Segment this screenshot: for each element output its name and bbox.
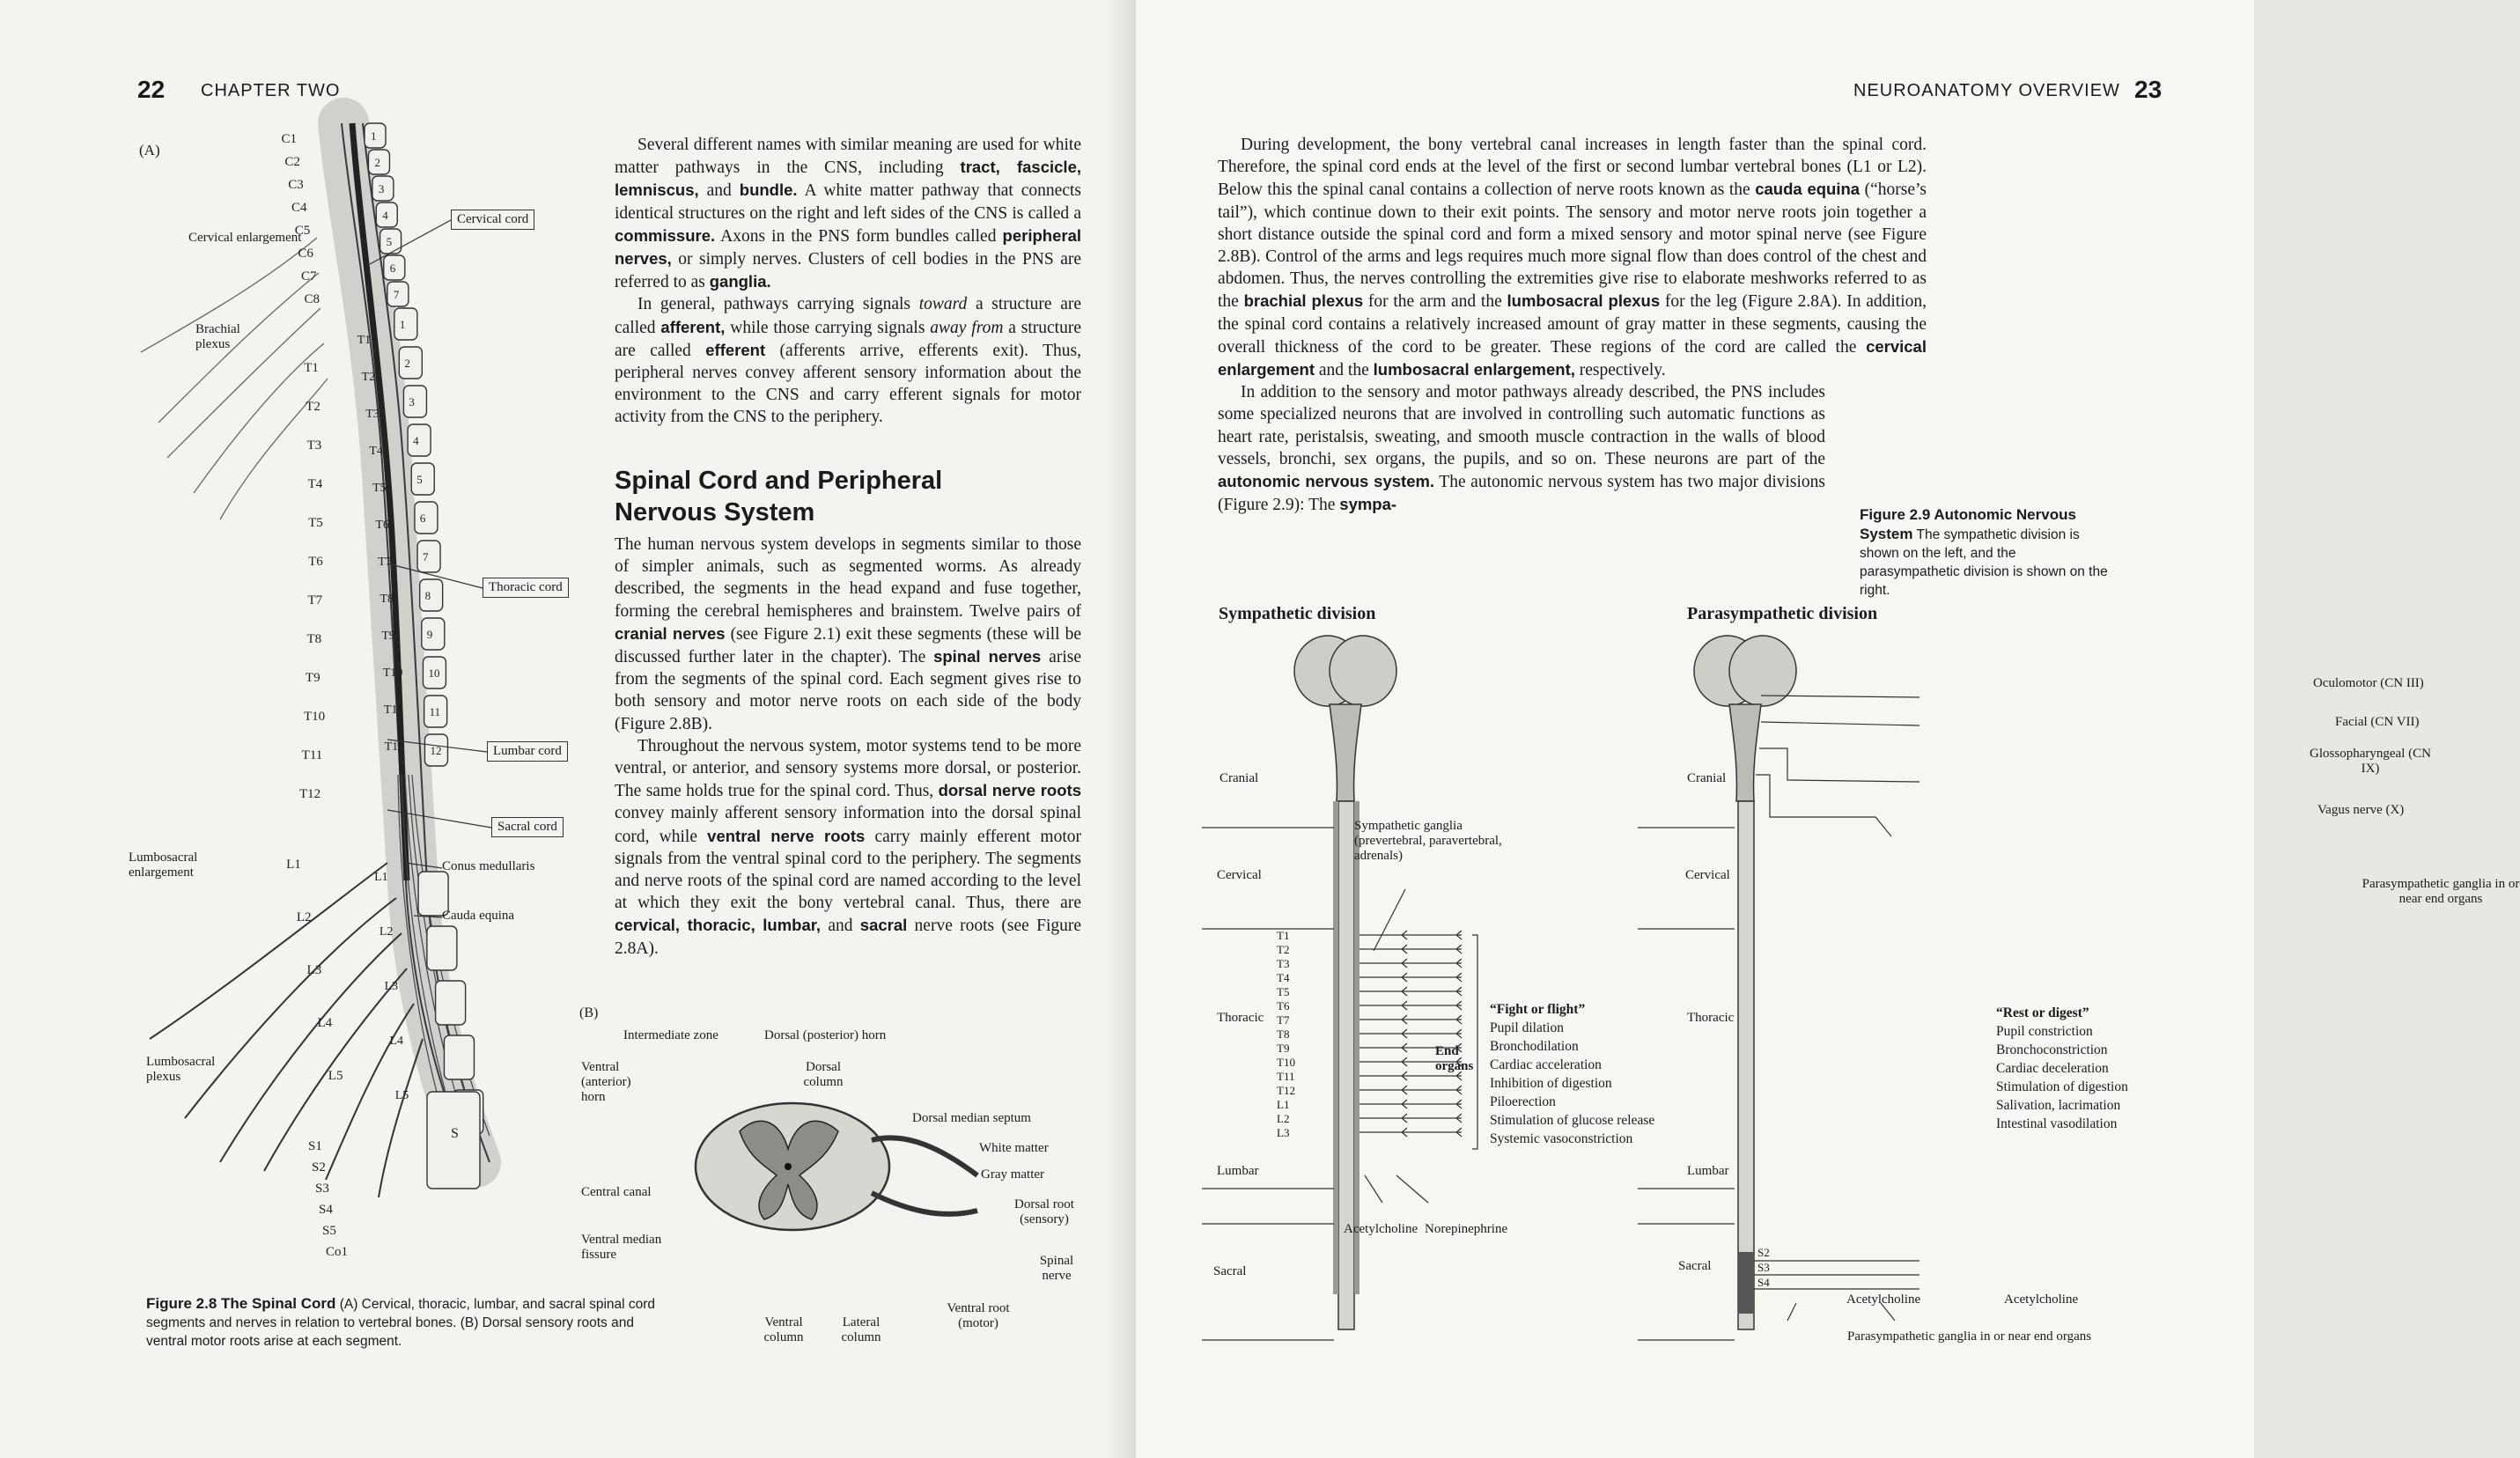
- label-cervical-enlargement: Cervical enlargement: [188, 231, 302, 245]
- outflow-line: [1359, 1029, 1462, 1038]
- chain-right: [1354, 801, 1359, 1294]
- inner-segment-label-l4: L4: [389, 1035, 404, 1048]
- region-thoracic: Thoracic: [1217, 1011, 1264, 1025]
- list-title: “Fight or flight”: [1490, 1002, 1586, 1017]
- paragraph: In addition to the sensory and motor pathways already described, the PNS includes some specialized neurons that are involved in controlling such automatic functions as heart rate, peristalsis, sweating, and smooth muscle contraction in the walls of blood vessels, bronchi, sex organs, the pupils, and so on. These neurons are part of the autonomic nervous system. The autonomic nervous system has two major divisions (Figure 2.9): The sympa-: [1218, 383, 1825, 515]
- label-sympathetic-ganglia: Sympathetic ganglia (prevertebral, paravertebral, adrenals): [1354, 819, 1502, 863]
- parasympathetic-title: Parasympathetic division: [1687, 604, 1878, 623]
- segment-label-l5: L5: [328, 1069, 343, 1083]
- vertebra-number: 9: [426, 628, 433, 641]
- segment-label-t5: T5: [308, 516, 323, 530]
- brain-right-hemisphere: [1330, 636, 1396, 706]
- leader-lines-a: [370, 211, 546, 1004]
- brainstem-shape: [1330, 704, 1361, 801]
- region-cervical: Cervical: [1685, 868, 1730, 882]
- label-acetylcholine-2: Acetylcholine: [2004, 1292, 2079, 1307]
- figure-2-9-caption: [1860, 505, 2115, 600]
- label-acetylcholine-1: Acetylcholine: [1846, 1292, 1921, 1307]
- box-sacral-cord: Sacral cord: [491, 817, 564, 837]
- inner-segment-label-t9: T9: [381, 630, 395, 643]
- vertebra-number: 1: [371, 129, 377, 143]
- segment-label-s5: S5: [322, 1224, 336, 1238]
- segment-label-l1: L1: [286, 858, 301, 872]
- segment-label-s2: S2: [312, 1160, 326, 1174]
- nerve-oculomotor: Oculomotor (CN III): [2313, 676, 2424, 690]
- level-t12: T12: [1277, 1084, 1295, 1097]
- vertebra-number: 7: [423, 550, 429, 563]
- label-ventral-median-fissure: Ventral median fissure: [581, 1233, 662, 1262]
- outflow-line: [1359, 1001, 1462, 1010]
- rest-or-digest-list: [1996, 1004, 2128, 1133]
- outflow-line: [1359, 973, 1462, 982]
- segment-label-co1: Co1: [326, 1245, 349, 1259]
- region-cranial: Cranial: [1219, 771, 1259, 785]
- ganglia-leader: [1374, 889, 1405, 951]
- label-dorsal-column: Dorsal column: [803, 1060, 844, 1089]
- label-ventral-column: Ventral column: [763, 1315, 804, 1344]
- inner-segment-label-l5: L5: [394, 1089, 409, 1102]
- right-page: [1136, 0, 2520, 1458]
- nerve-facial: Facial (CN VII): [2335, 715, 2420, 729]
- label-lumbosacral-enlargement: Lumbosacral enlargement: [129, 850, 198, 880]
- level-t2: T2: [1277, 943, 1290, 956]
- list-items: [1490, 1019, 1654, 1148]
- list-item: Pupil dilation: [1490, 1020, 1564, 1035]
- region-cranial: Cranial: [1687, 771, 1727, 785]
- inner-segment-label-t11: T11: [383, 703, 403, 717]
- paragraph: Throughout the nervous system, motor systems tend to be more ventral, or anterior, and sensory systems more dorsal, or posterior. The same holds true for the spinal cord. Thus, dorsal nerve roots convey mainly afferent sensory information into the dorsal spinal cord, while ventral nerve roots carry mainly efferent motor signals from the ventral spinal cord to the periphery. The segments and nerve roots of the spinal cord are named according to the level at which they exit the bony vertebral canal. Thus, there are cervical, thoracic, lumbar, and sacral nerve roots (see Figure 2.8A).: [615, 736, 1082, 958]
- inner-segment-label-t7: T7: [378, 556, 392, 569]
- brainstem-shape: [1729, 704, 1761, 801]
- paragraph: During development, the bony vertebral canal increases in length faster than the spinal cord. Therefore, the spinal cord ends at the level of the first or second lumbar vertebral bones (L1 or L2). Below this the spinal canal contains a collection of nerve roots known as the cauda equina (“horse’s tail”), which continue down to their exit points. The sensory and motor nerve roots join together a short distance outside the spinal cord and form a mixed sensory and motor spinal nerve (see Figure 2.8B). Control of the arms and legs requires much more signal flow than does control of the chest and abdomen. Thus, the nerves controlling the extremities give rise to elaborate meshworks referred to as the brachial plexus for the arm and the lumbosacral plexus for the leg (Figure 2.8A). In addition, the spinal cord contains a relatively increased amount of gray matter in these segments, causing the overall thickness of the cord to be greater. These regions of the cord are called the cervical enlargement and the lumbosacral enlargement, respectively.: [1218, 136, 1927, 380]
- region-sacral: Sacral: [1678, 1259, 1712, 1273]
- outflow-line: [1359, 959, 1462, 968]
- inner-segment-label-l1: L1: [374, 871, 388, 884]
- segment-label-t10: T10: [303, 710, 326, 724]
- label-dorsal-median-septum: Dorsal median septum: [912, 1111, 1031, 1125]
- page-number: 23: [2134, 76, 2163, 103]
- vertebra-number: 8: [424, 589, 431, 602]
- label-intermediate-zone: Intermediate zone: [623, 1028, 718, 1042]
- label-ventral-horn: Ventral (anterior) horn: [581, 1060, 631, 1104]
- level-t9: T9: [1277, 1042, 1290, 1055]
- figure-2-8-caption: [146, 1294, 666, 1351]
- paragraph: Several different names with similar meaning are used for white matter pathways in the CNS, including tract, fascicle, lemniscus, and bundle. A white matter pathway that connects identical structures on the right and left sides of the CNS is called a commissure. Axons in the PNS form bundles called peripheral nerves, or simply nerves. Clusters of cell bodies in the PNS are referred to as ganglia.: [615, 136, 1081, 292]
- vertebra-number: 4: [413, 434, 419, 447]
- paragraph: The human nervous system develops in segments similar to those of simpler animals, such as segmented worms. As already described, the segments in the head expand and fuse together, forming the cerebral hemispheres and brainstem. Twelve pairs of cranial nerves (see Figure 2.1) exit these segments (these will be discussed further later in the chapter). The spinal nerves arise from the segments of the spinal cord. Each segment gives rise to both sensory and motor nerve roots on each side of the body (Figure 2.8B).: [615, 535, 1081, 733]
- vertebra-number: 11: [429, 705, 441, 718]
- list-title: “Rest or digest”: [1996, 1005, 2089, 1020]
- level-t5: T5: [1277, 985, 1290, 998]
- panel-label-b: (B): [579, 1005, 599, 1020]
- level-l2: L2: [1277, 1112, 1290, 1125]
- chain-left: [1333, 801, 1338, 1294]
- caption-text: The sympathetic division is shown on the left, and the parasympathetic division is shown on the right.: [1860, 527, 2108, 598]
- inner-segment-label-t8: T8: [379, 593, 394, 606]
- page-number: 22: [137, 76, 166, 103]
- sympathetic-diagram: [1197, 625, 1514, 1347]
- parasympathetic-diagram: [1664, 625, 1981, 1347]
- segment-label-c2: C2: [284, 155, 300, 169]
- outflow-line: [1359, 1086, 1462, 1094]
- list-item: Piloerection: [1490, 1094, 1556, 1109]
- inner-segment-label-l2: L2: [379, 925, 394, 939]
- list-items: [1996, 1022, 2128, 1133]
- sympathetic-title: Sympathetic division: [1219, 604, 1376, 623]
- region-cervical: Cervical: [1217, 868, 1262, 882]
- segment-label-t12: T12: [299, 787, 321, 801]
- level-t4: T4: [1277, 971, 1290, 984]
- sacral-nerve-lines: [1754, 1261, 1919, 1321]
- nerve-glossopharyngeal: Glossopharyngeal (CN IX): [2310, 747, 2431, 776]
- caption-label: Figure 2.9 Autonomic Nervous System: [1860, 506, 2076, 542]
- outflow-line: [1359, 1100, 1462, 1108]
- vertebra-number: 3: [409, 395, 415, 409]
- label-gray-matter: Gray matter: [981, 1167, 1045, 1182]
- right-text-column: [1218, 134, 1927, 516]
- level-t1: T1: [1277, 929, 1290, 942]
- segment-label-t1: T1: [304, 361, 319, 375]
- level-s2: S2: [1757, 1246, 1770, 1259]
- inner-segment-label-t2: T2: [361, 371, 376, 384]
- segment-label-s1: S1: [308, 1139, 322, 1153]
- norepinephrine-leader: [1396, 1175, 1428, 1203]
- caption-text: (A) Cervical, thoracic, lumbar, and sacral spinal cord segments and nerves in relation to vertebral bones. (B) Dorsal sensory roots and ventral motor roots arise at each segment.: [146, 1297, 656, 1349]
- label-white-matter: White matter: [979, 1141, 1049, 1155]
- level-s4: S4: [1757, 1276, 1770, 1289]
- segment-label-l3: L3: [306, 963, 322, 977]
- vertebra: [444, 1035, 474, 1079]
- ventral-root-shape: [872, 1193, 977, 1214]
- sacrum-label: S: [451, 1126, 459, 1141]
- inner-segment-label-t1: T1: [357, 334, 372, 347]
- segment-label-s3: S3: [315, 1182, 329, 1196]
- box-cervical-cord: Cervical cord: [451, 210, 534, 230]
- list-item: Bronchoconstriction: [1996, 1042, 2108, 1057]
- segment-label-t3: T3: [306, 438, 322, 453]
- spinal-cord-shape: [1338, 801, 1354, 1329]
- list-item: Intestinal vasodilation: [1996, 1116, 2118, 1131]
- level-l1: L1: [1277, 1098, 1290, 1111]
- list-item: Stimulation of glucose release: [1490, 1113, 1655, 1128]
- level-t3: T3: [1277, 957, 1290, 970]
- region-lumbar: Lumbar: [1687, 1164, 1729, 1178]
- inner-segment-label-t10: T10: [382, 666, 403, 680]
- inner-segment-label-t6: T6: [375, 519, 389, 532]
- label-ventral-root: Ventral root (motor): [947, 1301, 1010, 1330]
- segment-label-l2: L2: [296, 910, 312, 924]
- level-t8: T8: [1277, 1027, 1290, 1041]
- sympathetic-outflow-lines: [1359, 931, 1477, 1149]
- label-acetylcholine: Acetylcholine: [1344, 1222, 1418, 1236]
- brachial-plexus-nerves: [141, 238, 328, 519]
- segment-label-t6: T6: [308, 555, 323, 569]
- acetylcholine-leader: [1365, 1175, 1382, 1203]
- label-lumbosacral-plexus: Lumbosacral plexus: [146, 1055, 216, 1084]
- list-item: Bronchodilation: [1490, 1039, 1579, 1054]
- outflow-line: [1359, 987, 1462, 996]
- panel-label-a: (A): [139, 142, 160, 158]
- caption-label: Figure 2.8 The Spinal Cord: [146, 1295, 336, 1312]
- vertebra-number: 2: [404, 357, 410, 370]
- spinal-cord-shape: [1738, 801, 1754, 1329]
- segment-label-c5: C5: [294, 224, 311, 238]
- outflow-line: [1359, 931, 1462, 939]
- list-item: Pupil constriction: [1996, 1024, 2093, 1039]
- fight-or-flight-list: [1490, 1000, 1654, 1148]
- segment-label-c3: C3: [288, 178, 304, 192]
- cranial-nerve-lines: [1756, 696, 1919, 836]
- inner-segment-label-t3: T3: [365, 408, 379, 421]
- label-lateral-column: Lateral column: [841, 1315, 881, 1344]
- list-item: Cardiac acceleration: [1490, 1057, 1602, 1072]
- vertebra-number: 5: [386, 235, 393, 248]
- vertebra-number: 1: [399, 318, 406, 331]
- central-canal-dot: [785, 1163, 792, 1170]
- segment-label-c6: C6: [298, 247, 313, 261]
- left-page: [0, 0, 1136, 1458]
- label-end-organs: End organs: [1435, 1044, 1474, 1073]
- segment-label-t2: T2: [306, 400, 321, 414]
- inner-segment-label-l3: L3: [384, 980, 399, 993]
- segment-label-t7: T7: [307, 593, 323, 608]
- end-organ-bracket: [1472, 935, 1477, 1149]
- vertebra-number: 6: [389, 261, 396, 275]
- label-norepinephrine: Norepinephrine: [1425, 1222, 1508, 1236]
- label-spinal-nerve: Spinal nerve: [1039, 1254, 1074, 1283]
- list-item: Salivation, lacrimation: [1996, 1098, 2121, 1113]
- vertebra-number: 6: [419, 512, 426, 525]
- level-s3: S3: [1757, 1261, 1770, 1274]
- region-lumbar: Lumbar: [1217, 1164, 1259, 1178]
- segment-label-t11: T11: [301, 748, 323, 762]
- region-sacral: Sacral: [1213, 1264, 1247, 1278]
- segment-label-c4: C4: [291, 201, 307, 215]
- running-head: CHAPTER TWO: [201, 81, 341, 100]
- level-t10: T10: [1277, 1056, 1295, 1069]
- region-thoracic: Thoracic: [1687, 1011, 1735, 1025]
- inner-segment-label-t5: T5: [372, 482, 387, 495]
- segment-label-s4: S4: [319, 1203, 333, 1217]
- running-head: NEUROANATOMY OVERVIEW: [1853, 81, 2120, 100]
- label-conus-medullaris: Conus medullaris: [442, 859, 535, 873]
- list-item: Inhibition of digestion: [1490, 1076, 1612, 1091]
- segment-label-c7: C7: [300, 269, 317, 284]
- outflow-line: [1359, 1128, 1462, 1137]
- label-dorsal-root: Dorsal root (sensory): [1014, 1197, 1074, 1226]
- list-item: Cardiac deceleration: [1996, 1061, 2109, 1076]
- level-t7: T7: [1277, 1013, 1290, 1027]
- paragraph: In general, pathways carrying signals toward a structure are called afferent, while those carrying signals away from a structure are called efferent (afferents arrive, efferents exit). Thus, peripheral nerves convey afferent sensory information about the environment to the CNS and carry efferent signals for motor activity from the CNS to the periphery.: [615, 295, 1082, 427]
- vertebra-number: 4: [382, 209, 388, 222]
- vertebra-number: 2: [374, 156, 380, 169]
- list-item: Stimulation of digestion: [1996, 1079, 2128, 1094]
- vertebra-number: 7: [393, 288, 400, 301]
- label-brachial-plexus: Brachial plexus: [195, 322, 240, 351]
- nerve-vagus: Vagus nerve (X): [2317, 803, 2405, 817]
- outflow-line: [1359, 1114, 1462, 1123]
- sacral-outflow-region: [1738, 1252, 1754, 1314]
- label-cauda-equina: Cauda equina: [442, 909, 515, 923]
- label-parasympathetic-bottom: Parasympathetic ganglia in or near end organs: [1847, 1329, 2092, 1344]
- inner-segment-label-t12: T12: [384, 740, 405, 754]
- segment-label-l4: L4: [317, 1016, 333, 1030]
- vertebra-number: 3: [378, 182, 385, 195]
- inner-segment-label-t4: T4: [369, 445, 383, 458]
- level-l3: L3: [1277, 1126, 1290, 1139]
- vertebra-number: 12: [430, 744, 442, 757]
- vertebra-number: 10: [428, 666, 440, 680]
- level-t11: T11: [1277, 1070, 1295, 1083]
- vertebra-number: 5: [416, 473, 423, 486]
- segment-label-c1: C1: [281, 132, 298, 146]
- label-central-canal: Central canal: [581, 1185, 652, 1199]
- left-text-column: [615, 134, 1081, 429]
- segment-label-t4: T4: [307, 477, 323, 491]
- box-thoracic-cord: Thoracic cord: [483, 578, 569, 598]
- left-text-column-2: [615, 534, 1081, 960]
- label-dorsal-horn: Dorsal (posterior) horn: [764, 1028, 887, 1042]
- outflow-line: [1359, 1015, 1462, 1024]
- box-lumbar-cord: Lumbar cord: [487, 741, 568, 762]
- segment-label-c8: C8: [304, 292, 321, 306]
- section-heading: Spinal Cord and Peripheral Nervous System: [615, 467, 943, 526]
- label-parasympathetic-ganglia: Parasympathetic ganglia in or near end organs: [2362, 877, 2520, 906]
- segment-label-t9: T9: [305, 671, 321, 685]
- level-t6: T6: [1277, 999, 1290, 1012]
- segment-label-t8: T8: [306, 632, 322, 646]
- list-item: Systemic vasoconstriction: [1490, 1131, 1633, 1146]
